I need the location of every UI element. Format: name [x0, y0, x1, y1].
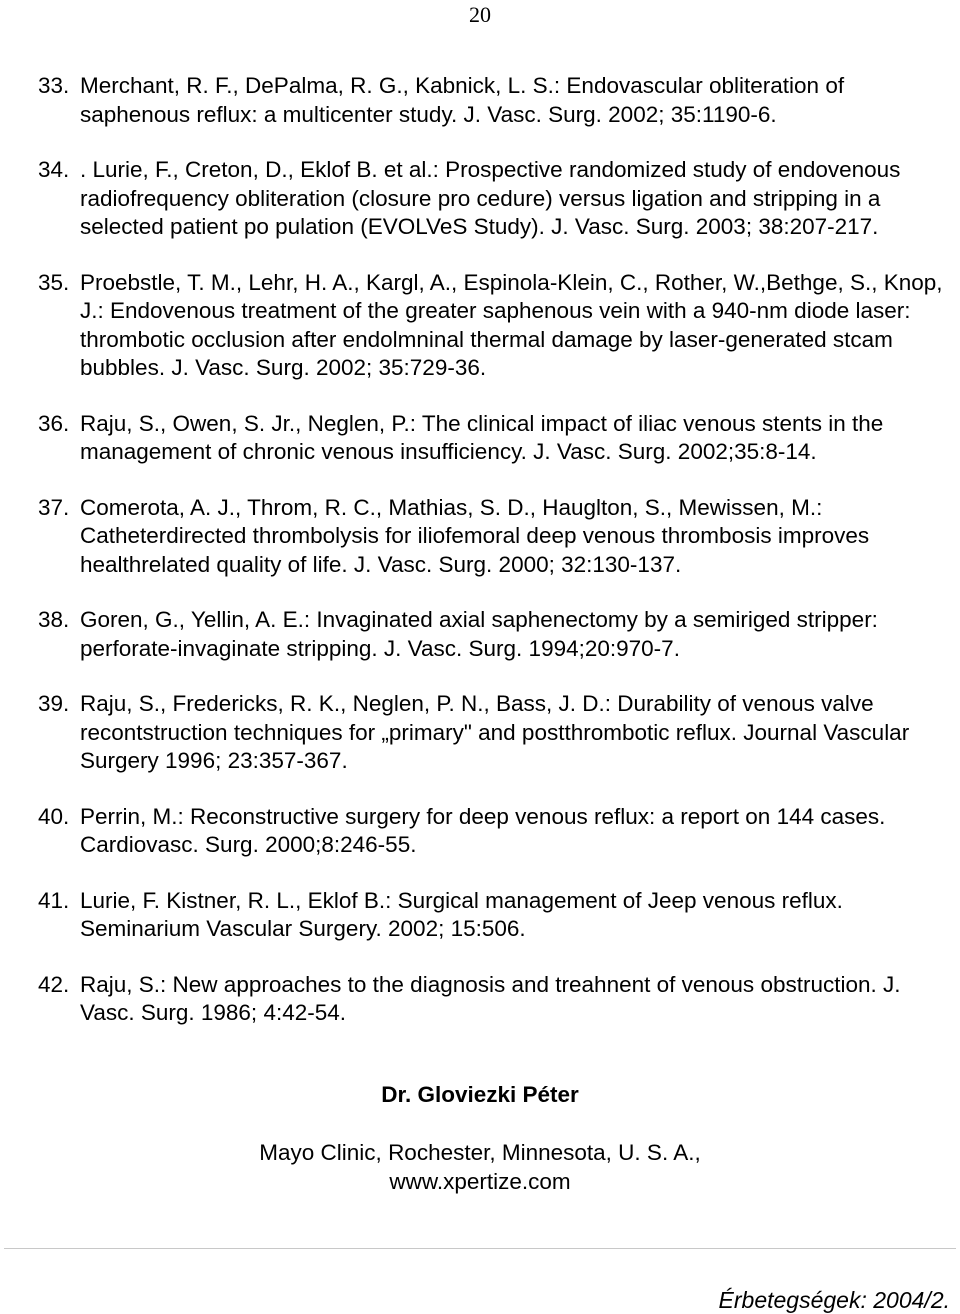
- reference-number: 40.: [38, 803, 70, 829]
- reference-text: Lurie, F. Kistner, R. L., Eklof B.: Surgical management of Jeep venous reflux. Seminarium Vascular Surgery. 2002; 15:506.: [80, 887, 843, 941]
- affiliation-line: Mayo Clinic, Rochester, Minnesota, U. S. A.,: [259, 1140, 701, 1165]
- reference-text: Goren, G., Yellin, A. E.: Invaginated axial saphenectomy by a semiriged stripper: perforate-invaginate stripping. J. Vasc. Surg. 1994;20:970-7.: [80, 607, 878, 661]
- reference-number: 34.: [38, 157, 70, 182]
- reference-item: [38, 494, 950, 580]
- author-name: Dr. Gloviezki Péter: [381, 1082, 579, 1107]
- reference-number: 36.: [38, 410, 70, 436]
- reference-item: [38, 156, 950, 242]
- reference-text: Comerota, A. J., Throm, R. C., Mathias, S. D., Hauglton, S., Mewissen, M.: Catheterdirected thrombolysis for iliofemoral deep venous thrombosis improves healthrelated quality of life. J. Vasc. Surg. 2000; 32:130-137.: [80, 494, 870, 577]
- reference-text: Perrin, M.: Reconstructive surgery for deep venous reflux: a report on 144 cases. Cardiovasc. Surg. 2000;8:246-55.: [80, 803, 886, 857]
- author-affiliation: [0, 1138, 960, 1196]
- reference-list: [38, 72, 950, 1055]
- reference-item: [38, 971, 950, 1028]
- reference-item: [38, 803, 950, 860]
- reference-text: Raju, S.: New approaches to the diagnosis and treahnent of venous obstruction. J. Vasc. Surg. 1986; 4:42-54.: [80, 971, 901, 1025]
- reference-item: [38, 269, 950, 383]
- reference-item: [38, 72, 950, 129]
- reference-item: [38, 410, 950, 467]
- reference-text: . Lurie, F., Creton, D., Eklof B. et al.: Prospective randomized study of endovenous radiofrequency obliteration (closure pro cedure) versus ligation and stripping in a selected patient po pulation (EVOLVeS Study). J. Vasc. Surg. 2003; 38:207-217.: [80, 157, 901, 239]
- journal-footer: Érbetegségek: 2004/2.: [718, 1287, 950, 1313]
- reference-text: Raju, S., Owen, S. Jr., Neglen, P.: The clinical impact of iliac venous stents in the management of chronic venous insufficiency. J. Vasc. Surg. 2002;35:8-14.: [80, 410, 884, 464]
- reference-item: [38, 690, 950, 776]
- reference-number: 33.: [38, 73, 70, 98]
- reference-number: 38.: [38, 607, 70, 632]
- footer-divider: [4, 1248, 956, 1249]
- reference-item: [38, 606, 950, 663]
- reference-number: 39.: [38, 691, 70, 716]
- website-text: www.xpertize.com: [389, 1169, 571, 1194]
- reference-number: 37.: [38, 494, 70, 520]
- reference-number: 42.: [38, 971, 70, 997]
- reference-text: Raju, S., Fredericks, R. K., Neglen, P. N., Bass, J. D.: Durability of venous valve recontstruction techniques for „primary" and postthrombotic reflux. Journal Vascular Surgery 1996; 23:357-367.: [80, 691, 910, 773]
- reference-number: 41.: [38, 887, 70, 913]
- reference-number: 35.: [38, 269, 70, 295]
- reference-text: Merchant, R. F., DePalma, R. G., Kabnick, L. S.: Endovascular obliteration of saphenous reflux: a multicenter study. J. Vasc. Surg. 2002; 35:1190-6.: [80, 73, 845, 127]
- reference-text: Proebstle, T. M., Lehr, H. A., Kargl, A., Espinola-Klein, C., Rother, W.,Bethge, S., Knop, J.: Endovenous treatment of the greater saphenous vein with a 940-nm diode laser: thrombotic occlusion after endolmninal thermal damage by laser-generated stcam bubbles. J. Vasc. Surg. 2002; 35:729-36.: [80, 269, 943, 380]
- page-number: 20: [469, 2, 491, 27]
- reference-item: [38, 887, 950, 944]
